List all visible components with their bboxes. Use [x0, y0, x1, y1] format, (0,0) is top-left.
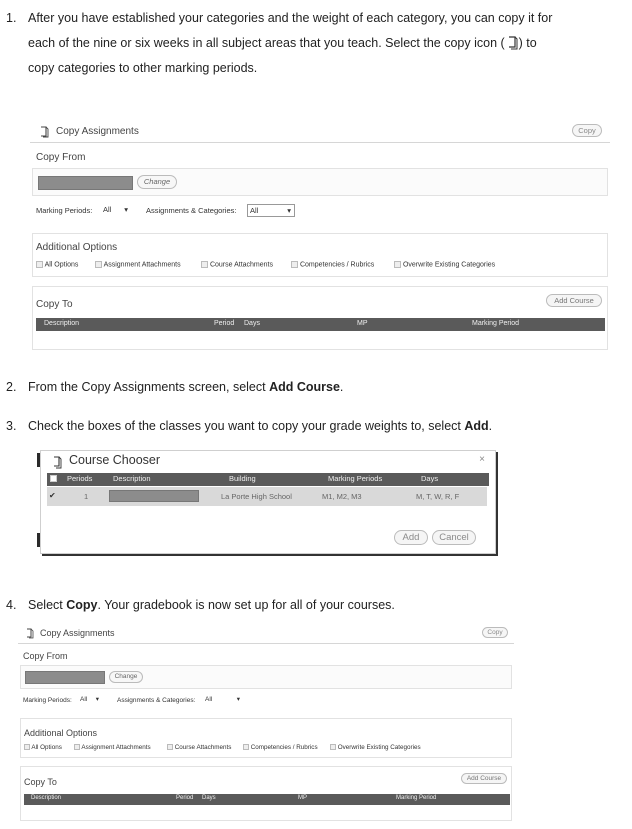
copy-to-label: Copy To [24, 777, 57, 787]
checkbox[interactable] [201, 261, 208, 268]
col-marking-period[interactable]: Marking Period [396, 795, 437, 801]
checkbox[interactable] [291, 261, 298, 268]
assignments-categories-label: Assignments & Categories: [146, 206, 237, 215]
option-assignment-attachments[interactable]: Assignment Attachments [74, 744, 151, 751]
step-number: 1. [6, 11, 17, 25]
copy-to-label: Copy To [36, 299, 73, 310]
course-name-redacted [38, 176, 133, 190]
backdrop-edge [37, 533, 40, 547]
step-text: Check the boxes of the classes you want to copy your grade weights to, select Add. [28, 419, 493, 433]
assignments-categories-select[interactable]: All ▾ [203, 695, 243, 706]
chevron-down-icon: ▾ [236, 696, 240, 703]
copy-button[interactable]: Copy [572, 124, 602, 137]
add-course-button[interactable]: Add Course [546, 294, 602, 307]
additional-options-label: Additional Options [24, 728, 98, 738]
step-number: 4. [6, 598, 17, 612]
cell-days: M, T, W, R, F [416, 492, 460, 501]
cell-period: 1 [84, 492, 89, 501]
copy-icon [38, 125, 50, 141]
col-mp[interactable]: MP [357, 320, 368, 327]
col-marking-periods[interactable]: Marking Periods [328, 474, 383, 483]
assignments-categories-label: Assignments & Categories: [117, 697, 196, 704]
col-mp[interactable]: MP [298, 795, 307, 801]
row-checkbox[interactable]: ✔ [49, 491, 56, 500]
option-competencies-rubrics[interactable]: Competencies / Rubrics [291, 261, 374, 268]
assignments-categories-select[interactable]: All ▾ [247, 204, 295, 217]
col-marking-period[interactable]: Marking Period [472, 320, 520, 327]
option-all[interactable]: All Options [24, 744, 62, 751]
copy-to-panel [20, 766, 512, 821]
dialog-header [18, 623, 514, 644]
col-description[interactable]: Description [113, 474, 151, 483]
copy-icon [24, 627, 35, 641]
marking-periods-label: Marking Periods: [23, 697, 72, 704]
copy-from-label: Copy From [36, 152, 86, 163]
course-name-redacted [109, 490, 199, 502]
dialog-title: Copy Assignments [56, 126, 139, 137]
close-icon[interactable]: × [479, 454, 485, 465]
step-text: After you have established your categories and the weight of each category, you can copy it for [28, 11, 553, 25]
step-text: Select Copy. Your gradebook is now set up for all of your courses. [28, 598, 395, 612]
marking-periods-select[interactable]: All ▾ [78, 695, 102, 706]
option-competencies-rubrics[interactable]: Competencies / Rubrics [243, 744, 318, 751]
copy-from-panel [32, 168, 608, 196]
copy-button[interactable]: Copy [482, 627, 508, 638]
col-days[interactable]: Days [202, 795, 216, 801]
step-text-line3: copy categories to other marking periods. [28, 61, 258, 75]
select-all-checkbox[interactable] [50, 475, 57, 482]
copy-assignments-screenshot [30, 120, 610, 352]
copy-from-panel [20, 665, 512, 689]
option-course-attachments[interactable]: Course Attachments [167, 744, 231, 751]
cancel-button[interactable]: Cancel [432, 530, 476, 545]
copy-to-panel [32, 286, 608, 350]
col-period[interactable]: Period [214, 320, 235, 327]
step-text: From the Copy Assignments screen, select Add Course. [28, 380, 344, 394]
step-4 [6, 593, 622, 618]
copy-assignments-screenshot-2 [18, 623, 514, 823]
marking-periods-select[interactable]: All ▾ [101, 204, 131, 217]
copy-icon [51, 455, 63, 474]
cell-building: La Porte High School [221, 492, 292, 501]
option-overwrite-categories[interactable]: Overwrite Existing Categories [394, 261, 495, 268]
checkbox[interactable] [36, 261, 43, 268]
col-periods[interactable]: Periods [67, 474, 93, 483]
step-2 [6, 375, 622, 400]
dialog-title: Copy Assignments [40, 628, 115, 638]
additional-options-panel [20, 718, 512, 758]
col-description[interactable]: Description [44, 320, 80, 327]
change-button[interactable]: Change [109, 671, 143, 683]
step-1 [6, 6, 622, 81]
step-text-line2: each of the nine or six weeks in all subject areas that you teach. Select the copy icon ( ) to [28, 36, 537, 50]
checkbox[interactable] [243, 744, 249, 750]
marking-periods-label: Marking Periods: [36, 206, 93, 215]
dialog-title: Course Chooser [69, 453, 161, 467]
copy-icon [505, 34, 519, 50]
additional-options-panel [32, 233, 608, 277]
checkbox[interactable] [394, 261, 401, 268]
copy-to-table-header [36, 318, 605, 331]
checkbox[interactable] [95, 261, 102, 268]
chevron-down-icon: ▾ [287, 206, 291, 215]
dialog-header [30, 120, 610, 143]
add-course-button[interactable]: Add Course [461, 773, 507, 784]
chevron-down-icon: ▾ [124, 205, 128, 214]
backdrop-edge [37, 453, 40, 467]
option-overwrite-categories[interactable]: Overwrite Existing Categories [330, 744, 421, 751]
change-button[interactable]: Change [137, 175, 177, 189]
col-days[interactable]: Days [244, 320, 260, 327]
option-all[interactable]: All Options [36, 261, 78, 268]
checkbox[interactable] [167, 744, 173, 750]
step-3 [6, 414, 622, 439]
table-row[interactable] [47, 487, 487, 506]
chevron-down-icon: ▾ [95, 696, 99, 703]
add-button[interactable]: Add [394, 530, 428, 545]
course-name-redacted [25, 671, 105, 684]
course-chooser-dialog [40, 450, 496, 554]
copy-to-table-header [24, 794, 510, 805]
col-description[interactable]: Description [31, 795, 62, 801]
col-days[interactable]: Days [421, 474, 439, 483]
step-number: 3. [6, 419, 17, 433]
col-period[interactable]: Period [176, 795, 194, 801]
checkbox[interactable] [74, 744, 80, 750]
cell-marking-periods: M1, M2, M3 [322, 492, 362, 501]
additional-options-label: Additional Options [36, 242, 118, 253]
option-course-attachments[interactable]: Course Attachments [201, 261, 273, 268]
option-assignment-attachments[interactable]: Assignment Attachments [95, 261, 181, 268]
step-number: 2. [6, 380, 17, 394]
col-building[interactable]: Building [229, 474, 256, 483]
chooser-table-header [47, 473, 489, 486]
copy-from-label: Copy From [23, 651, 68, 661]
checkbox[interactable] [330, 744, 336, 750]
checkbox[interactable] [24, 744, 30, 750]
